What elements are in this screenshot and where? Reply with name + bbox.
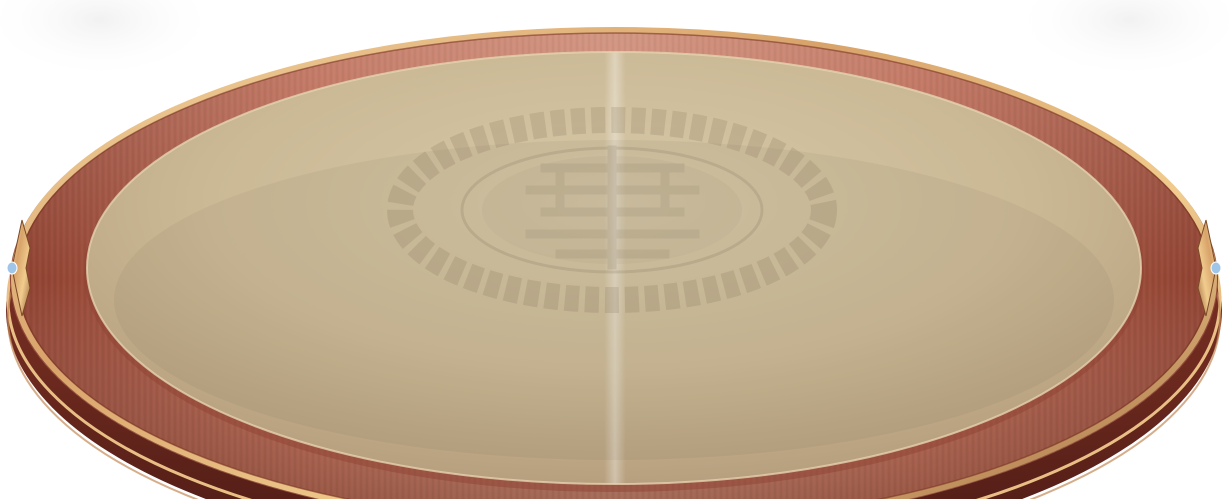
corner-glow-right: [1010, 0, 1230, 80]
corner-glow-left: [0, 0, 220, 80]
